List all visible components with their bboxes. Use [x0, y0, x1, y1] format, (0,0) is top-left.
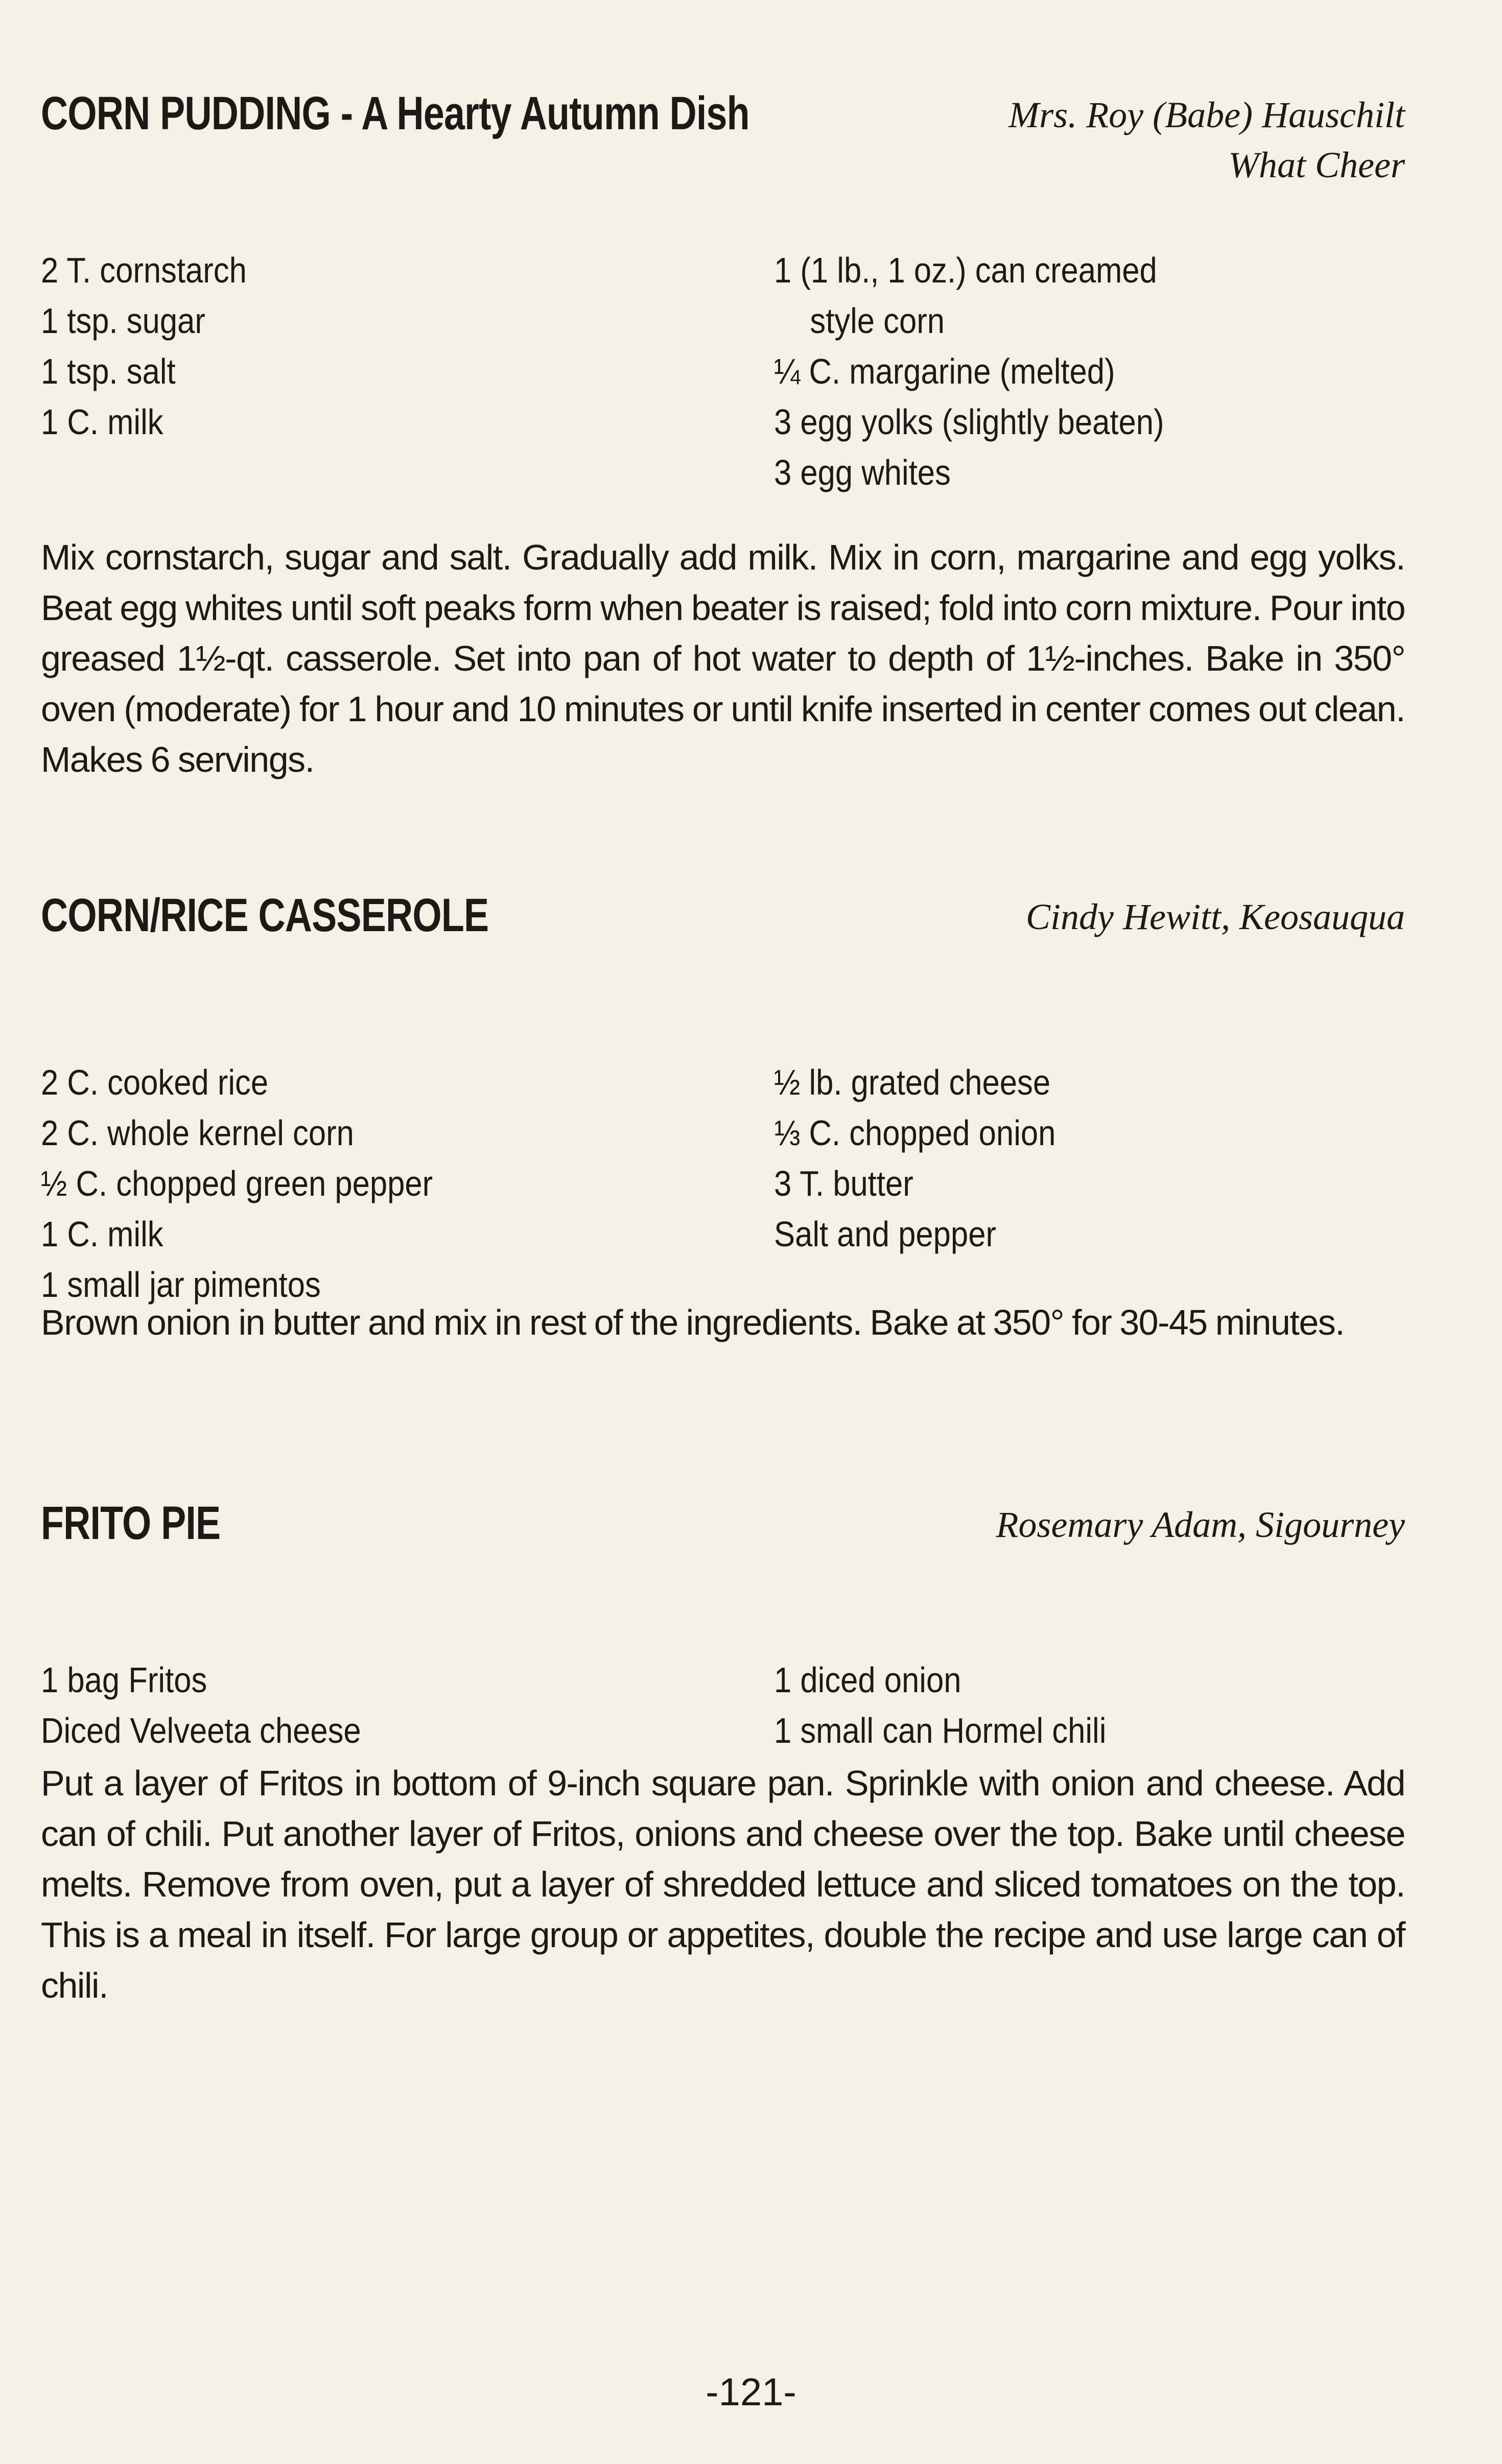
page-number: -121-	[706, 2371, 796, 2414]
ingredient: 2 C. whole kernel corn	[41, 1113, 354, 1153]
ingredient: 1 bag Fritos	[41, 1660, 207, 1700]
ingredient: 1 tsp. sugar	[41, 301, 205, 341]
recipe-header	[41, 889, 1405, 955]
ingredient: 1 diced onion	[774, 1660, 961, 1700]
recipe-header	[41, 1497, 1405, 1563]
ingredients-right	[774, 1057, 1094, 1260]
ingredient: 2 C. cooked rice	[41, 1062, 269, 1102]
ingredient: 1 small jar pimentos	[41, 1265, 321, 1305]
author-name: Rosemary Adam, Sigourney	[996, 1504, 1405, 1545]
ingredient: 3 egg whites	[774, 453, 951, 492]
ingredient: ½ C. chopped green pepper	[41, 1164, 433, 1203]
ingredient: 1 (1 lb., 1 oz.) can creamed	[774, 250, 1157, 290]
recipe-author	[1008, 90, 1405, 190]
recipe-corn-rice-casserole	[41, 889, 1405, 1342]
recipe-title: FRITO PIE	[41, 1497, 221, 1549]
ingredient: 3 T. butter	[774, 1164, 913, 1203]
ingredient: 3 egg yolks (slightly beaten)	[774, 402, 1164, 442]
ingredients-left	[41, 1655, 405, 1756]
ingredients-left	[41, 245, 275, 447]
author-name: Cindy Hewitt, Keosauqua	[1026, 896, 1405, 937]
ingredient: 1 C. milk	[41, 1214, 163, 1254]
recipe-directions: Put a layer of Fritos in bottom of 9-inch square pan. Sprinkle with onion and cheese. Add can of chili. Put another layer of Fritos, onions and cheese over the top. Bake until cheese melts. Remove from oven, put a layer of shredded lettuce and sliced tomatoes on the top. This is a meal in itself. For large group or appetites, double the recipe and use large can of chili.	[41, 1763, 1405, 2005]
ingredient: ½ lb. grated cheese	[774, 1062, 1051, 1102]
ingredients-right	[774, 245, 1217, 498]
recipe-author	[996, 1500, 1405, 1550]
ingredient: 1 small can Hormel chili	[774, 1711, 1107, 1750]
ingredient: 1 C. milk	[41, 402, 163, 442]
ingredient: 2 T. cornstarch	[41, 250, 247, 290]
ingredient: ⅓ C. chopped onion	[774, 1113, 1056, 1153]
ingredients-right	[774, 1655, 1152, 1756]
ingredient: style corn	[810, 301, 945, 341]
recipe-author	[1026, 892, 1405, 942]
author-name: Mrs. Roy (Babe) Hauschilt	[1008, 94, 1405, 135]
ingredient: ¼ C. margarine (melted)	[774, 351, 1115, 391]
recipe-title: CORN PUDDING - A Hearty Autumn Dish	[41, 87, 749, 139]
ingredient: Diced Velveeta cheese	[41, 1711, 361, 1750]
ingredient: Salt and pepper	[774, 1214, 996, 1254]
recipe-frito-pie	[41, 1497, 1405, 2005]
recipe-directions: Mix cornstarch, sugar and salt. Gradually add milk. Mix in corn, margarine and egg yolks. Beat egg whites until soft peaks form when beater is raised; fold into corn mixture. Pour into greased 1½-qt. casserole. Set into pan of hot water to depth of 1½-inches. Bake in 350° oven (moderate) for 1 hour and 10 minutes or until knife inserted in center comes out clean. Makes 6 servings.	[41, 537, 1405, 779]
ingredients-left	[41, 1057, 486, 1310]
recipe-title: CORN/RICE CASSEROLE	[41, 889, 489, 941]
recipe-directions: Brown onion in butter and mix in rest of the ingredients. Bake at 350° for 30-45 minutes.	[41, 1302, 1345, 1342]
recipe-corn-pudding	[41, 87, 1405, 779]
recipe-header	[41, 87, 1405, 185]
ingredient: 1 tsp. salt	[41, 351, 176, 391]
author-town: What Cheer	[1228, 145, 1405, 185]
